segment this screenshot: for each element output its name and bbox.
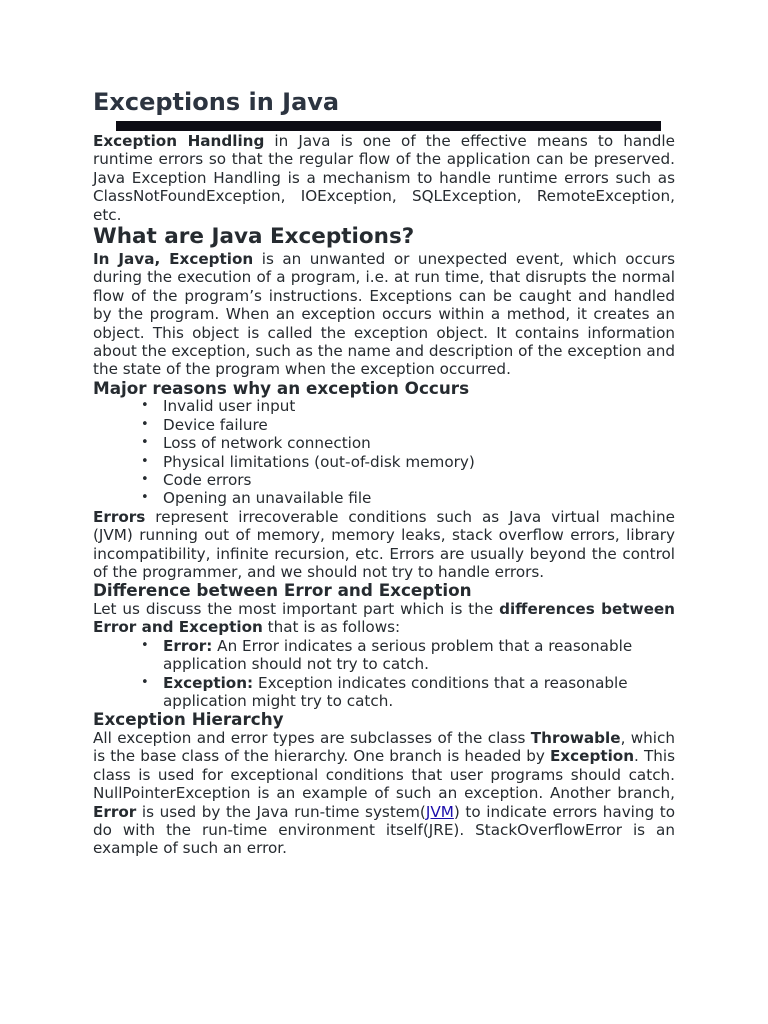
list-item xyxy=(141,471,675,489)
section-heading-hierarchy: Exception Hierarchy xyxy=(93,709,284,730)
section-heading-java-exceptions: What are Java Exceptions? xyxy=(93,224,415,250)
list-item xyxy=(141,434,675,453)
difference-bold: differences between Error and Exception xyxy=(93,599,675,637)
section-heading-difference: Difference between Error and Exception xyxy=(93,580,472,601)
java-exception-bold: In Java, Exception xyxy=(93,250,254,269)
hierarchy-text-5: ) to indicate errors having to do with the run-time environment itself(JRE). StackOverflowError is an example of such an error. xyxy=(93,802,676,858)
errors-paragraph xyxy=(93,508,675,582)
error-definition: An Error indicates a serious problem that a reasonable application should not try to catch. xyxy=(163,636,633,674)
list-item-text: Device failure xyxy=(163,415,268,434)
error-term: Error: xyxy=(163,636,213,655)
bullet-icon: • xyxy=(141,435,149,451)
bullet-icon: • xyxy=(141,472,149,487)
list-item xyxy=(141,673,675,711)
hierarchy-text-4: is used by the Java run-time system( xyxy=(136,802,426,821)
bullet-icon: • xyxy=(141,398,149,414)
hierarchy-text-2: , which is the base class of the hierarchy. One branch is headed by xyxy=(93,728,675,766)
list-item xyxy=(141,489,675,508)
exception-term: Exception: xyxy=(163,673,254,692)
bullet-icon: • xyxy=(141,416,149,432)
page-title: Exceptions in Java xyxy=(93,88,340,116)
difference-text-after: that is as follows: xyxy=(262,618,401,637)
list-item-text: Code errors xyxy=(163,471,252,489)
title-divider xyxy=(116,121,661,131)
intro-text: in Java is one of the effective means to handle runtime errors so that the regular flow of the application can be preserved. Java Exception Handling is a mechanism to handle runtime errors such as ClassNotFoundException, IOException, SQLException, RemoteException, etc. xyxy=(93,132,675,224)
errors-text: represent irrecoverable conditions such as Java virtual machine (JVM) running out of memory, memory leaks, stack overflow errors, library incompatibility, infinite recursion, etc. Errors are usually beyond the control of the programmer, and we should not try to handle errors. xyxy=(93,507,675,582)
difference-list xyxy=(93,637,675,711)
exception-bold: Exception xyxy=(549,747,635,766)
hierarchy-paragraph xyxy=(93,729,675,858)
section-heading-major-reasons: Major reasons why an exception Occurs xyxy=(93,377,470,398)
java-exceptions-text: is an unwanted or unexpected event, which occurs during the execution of a program, i.e. at run time, that disrupts the normal flow of the program’s instructions. Exceptions can be caught and handled by the program. When an exception occurs within a method, it creates an object. This object is called the exception object. It contains information about the exception, such as the name and description of the exception and the state of the program when the exception occurred. xyxy=(93,250,675,379)
article-body xyxy=(93,132,675,858)
list-item xyxy=(141,415,675,434)
error-bold: Error xyxy=(93,802,137,821)
difference-paragraph xyxy=(93,600,675,637)
hierarchy-text-3: . This class is used for exceptional conditions that user programs should catch. NullPointerException is an example of such an exception. Another branch, xyxy=(93,747,675,803)
list-item xyxy=(141,397,675,416)
list-item xyxy=(141,452,675,471)
intro-paragraph xyxy=(93,132,675,224)
java-exceptions-paragraph xyxy=(93,250,675,379)
bullet-icon: • xyxy=(141,453,149,469)
list-item-text: Physical limitations (out-of-disk memory) xyxy=(163,452,475,471)
list-item-text: Invalid user input xyxy=(163,397,296,416)
difference-text-before: Let us discuss the most important part which is the xyxy=(93,599,500,618)
exception-definition: Exception indicates conditions that a reasonable application might try to catch. xyxy=(163,673,628,710)
list-item xyxy=(141,636,675,674)
reasons-list xyxy=(93,397,675,507)
bullet-icon: • xyxy=(141,674,149,690)
jvm-link[interactable]: JVM xyxy=(425,802,454,821)
hierarchy-text-1: All exception and error types are subclasses of the class xyxy=(93,728,531,747)
bullet-icon: • xyxy=(141,490,149,506)
intro-bold: Exception Handling xyxy=(93,132,265,150)
list-item-text: Loss of network connection xyxy=(163,434,371,453)
errors-bold: Errors xyxy=(93,507,146,526)
throwable-bold: Throwable xyxy=(530,728,621,747)
list-item-text: Opening an unavailable file xyxy=(163,489,372,508)
bullet-icon: • xyxy=(141,637,149,653)
